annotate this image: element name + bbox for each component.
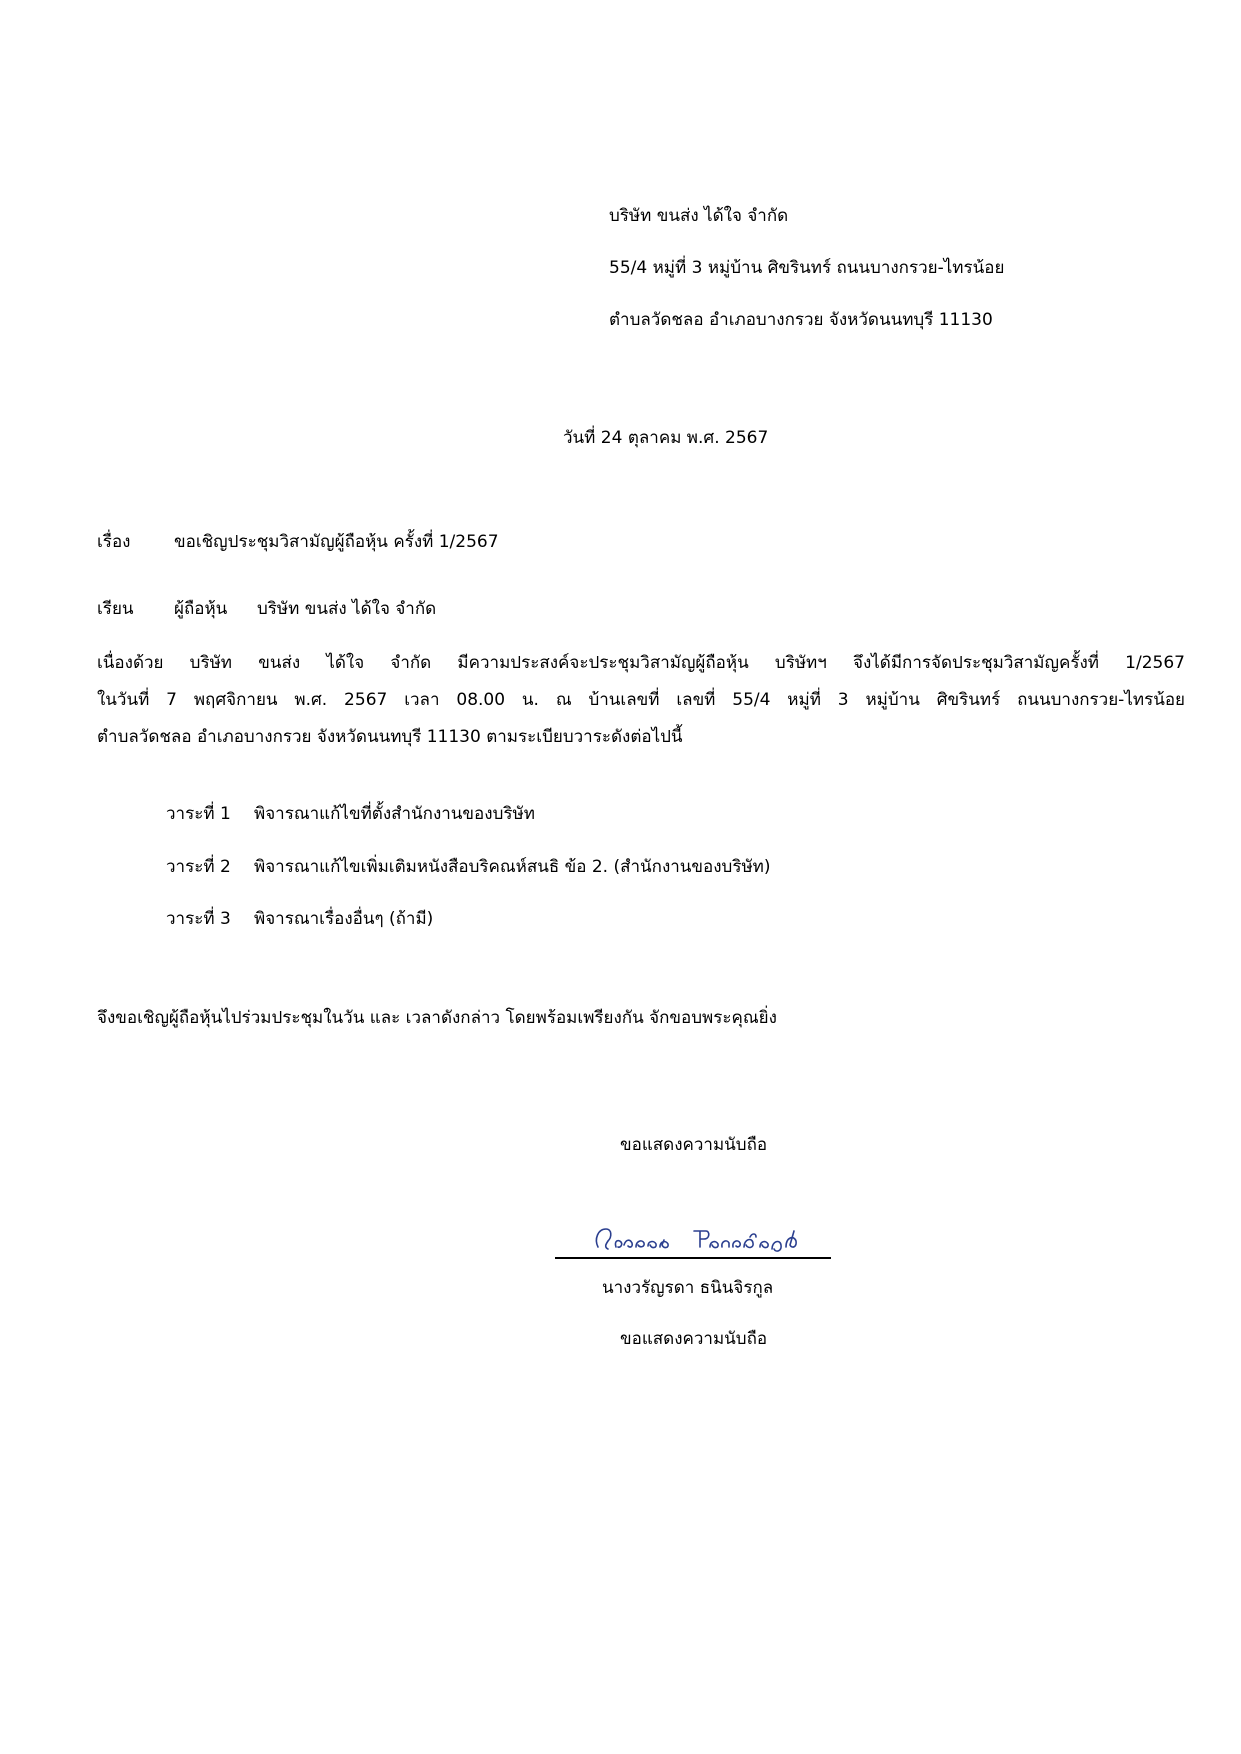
agenda-item-text: พิจารณาเรื่องอื่นๆ (ถ้ามี)	[254, 909, 434, 929]
subject-text: ขอเชิญประชุมวิสามัญผู้ถือหุ้น ครั้งที่ 1/2567	[174, 532, 499, 552]
salutation-label: เรียน	[97, 599, 134, 619]
agenda-item-text: พิจารณาแก้ไขเพิ่มเติมหนังสือบริคณห์สนธิ ข้อ 2. (สำนักงานของบริษัท)	[254, 857, 771, 877]
agenda-item-number: วาระที่ 3	[166, 909, 231, 929]
signer-name: นางวรัญรดา ธนินจิรกูล	[602, 1278, 774, 1298]
sender-address-line1: 55/4 หมู่ที่ 3 หมู่บ้าน ศิขรินทร์ ถนนบางกรวย-ไทรน้อย	[609, 258, 1005, 278]
agenda-item-number: วาระที่ 1	[166, 804, 231, 824]
closing-invitation: จึงขอเชิญผู้ถือหุ้นไปร่วมประชุมในวัน และ เวลาดังกล่าว โดยพร้อมเพรียงกัน จักขอบพระคุณยิ่ง	[97, 1008, 777, 1028]
body-paragraph	[97, 645, 1185, 756]
body-line: ในวันที่ 7 พฤศจิกายน พ.ศ. 2567 เวลา 08.00 น. ณ บ้านเลขที่ เลขที่ 55/4 หมู่ที่ 3 หมู่บ้าน ศิขรินทร์ ถนนบางกรวย-ไทรน้อย	[97, 690, 1185, 710]
body-line: เนื่องด้วย บริษัท ขนส่ง ได้ใจ จำกัด มีความประสงค์จะประชุมวิสามัญผู้ถือหุ้น บริษัทฯ จึงได้มีการจัดประชุมวิสามัญครั้งที่ 1/2567	[97, 653, 1185, 673]
body-line: ตำบลวัดชลอ อำเภอบางกรวย จังหวัดนนทบุรี 11130 ตามระเบียบวาระดังต่อไปนี้	[97, 727, 683, 747]
agenda-item-number: วาระที่ 2	[166, 857, 231, 877]
signer-title: ขอแสดงความนับถือ	[620, 1329, 768, 1349]
signature-line	[555, 1257, 831, 1259]
sender-address-line2: ตำบลวัดชลอ อำเภอบางกรวย จังหวัดนนทบุรี 11130	[609, 310, 993, 330]
salutation-company: บริษัท ขนส่ง ได้ใจ จำกัด	[257, 599, 437, 619]
closing-text: ขอแสดงความนับถือ	[620, 1135, 768, 1155]
agenda-item-text: พิจารณาแก้ไขที่ตั้งสำนักงานของบริษัท	[254, 804, 535, 824]
handwritten-signature	[590, 1217, 810, 1257]
letter-date: วันที่ 24 ตุลาคม พ.ศ. 2567	[563, 428, 769, 448]
subject-label: เรื่อง	[97, 532, 131, 552]
sender-company: บริษัท ขนส่ง ได้ใจ จำกัด	[609, 206, 789, 226]
salutation-recipient: ผู้ถือหุ้น	[174, 599, 228, 619]
